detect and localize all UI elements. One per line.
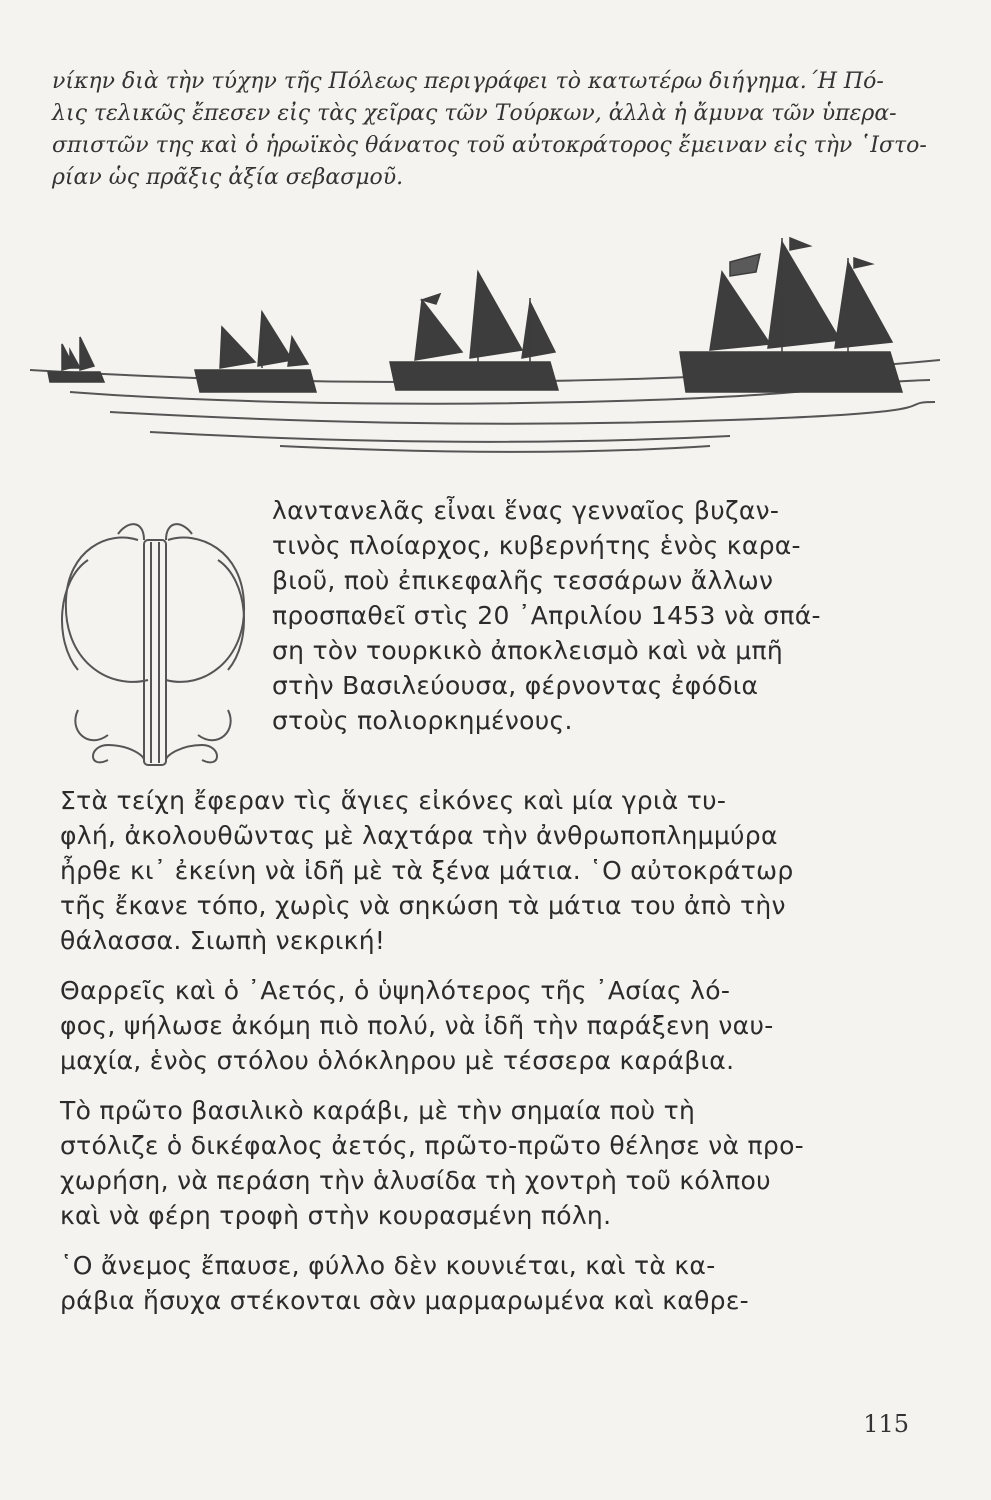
ship-1: [48, 337, 104, 382]
text-line: Θαρρεῖς καὶ ὁ ᾿Αετός, ὁ ὑψηλότερος τῆς ᾿Ασίας λό-: [60, 976, 731, 1005]
paragraph: [60, 1248, 912, 1318]
ships-illustration: [30, 232, 940, 462]
text-line: Τὸ πρῶτο βασιλικὸ καράβι, μὲ τὴν σημαία ποὺ τὴ: [60, 1096, 696, 1125]
text-line: τῆς ἔκανε τόπο, χωρὶς νὰ σηκώση τὰ μάτια του ἀπὸ τὴν: [60, 891, 786, 920]
text-line: μαχία, ἑνὸς στόλου ὁλόκληρου μὲ τέσσερα καράβια.: [60, 1046, 735, 1075]
ship-2: [195, 312, 316, 392]
paragraph: [60, 973, 912, 1078]
intro-line: νίκην διὰ τὴν τύχην τῆς Πόλεως περιγράφει τὸ κατωτέρω διήγημα.΄Η Πό-: [52, 69, 884, 94]
text-line: προσπαθεῖ στὶς 20 ᾿Απριλίου 1453 νὰ σπά-: [272, 601, 821, 630]
text-line: φος, ψήλωσε ἀκόμη πιὸ πολύ, νὰ ἰδῆ τὴν παράξενη ναυ-: [60, 1011, 774, 1040]
text-line: ῾Ο ἄνεμος ἔπαυσε, φύλλο δὲν κουνιέται, καὶ τὰ κα-: [60, 1251, 716, 1280]
page-number: 115: [863, 1410, 909, 1438]
text-line: φλή, ἀκολουθῶντας μὲ λαχτάρα τὴν ἀνθρωποπλημμύρα: [60, 821, 778, 850]
text-line: ράβια ἥσυχα στέκονται σὰν μαρμαρωμένα καὶ καθρε-: [60, 1286, 749, 1315]
ornamental-dropcap-icon: [48, 520, 258, 785]
intro-italic-text: [52, 66, 927, 194]
text-line: ἦρθε κι᾿ ἐκείνη νὰ ἰδῆ μὲ τὰ ξένα μάτια. ῾Ο αὐτοκράτωρ: [60, 856, 794, 885]
intro-line: σπιστῶν της καὶ ὁ ἡρωϊκὸς θάνατος τοῦ αὐτοκράτορος ἔμειναν εἰς τὴν ῾Ιστο-: [52, 133, 927, 158]
text-line: ση τὸν τουρκικὸ ἀποκλεισμὸ καὶ νὰ μπῆ: [272, 636, 783, 665]
intro-line: λις τελικῶς ἔπεσεν εἰς τὰς χεῖρας τῶν Τούρκων, ἀλλὰ ἡ ἄμυνα τῶν ὑπερα-: [52, 101, 897, 126]
text-line: τινὸς πλοίαρχος, κυβερνήτης ἑνὸς καρα-: [272, 531, 801, 560]
opening-paragraph: [272, 493, 912, 738]
text-line: βιοῦ, ποὺ ἐπικεφαλῆς τεσσάρων ἄλλων: [272, 566, 774, 595]
ship-4: [680, 238, 902, 392]
ship-3: [390, 272, 558, 390]
text-line: Στὰ τείχη ἔφεραν τὶς ἅγιες εἰκόνες καὶ μία γριὰ τυ-: [60, 786, 727, 815]
text-line: θάλασσα. Σιωπὴ νεκρική!: [60, 926, 386, 955]
intro-line: ρίαν ὡς πρᾶξις ἀξία σεβασμοῦ.: [52, 165, 404, 190]
paragraph: [60, 783, 912, 958]
text-line: λαντανελᾶς εἶναι ἕνας γενναῖος βυζαν-: [272, 496, 780, 525]
text-line: καὶ νὰ φέρη τροφὴ στὴν κουρασμένη πόλη.: [60, 1201, 612, 1230]
text-line: στοὺς πολιορκημένους.: [272, 706, 573, 735]
text-line: στὴν Βασιλεύουσα, φέρνοντας ἐφόδια: [272, 671, 759, 700]
text-line: στόλιζε ὁ δικέφαλος ἀετός, πρῶτο-πρῶτο θέλησε νὰ προ-: [60, 1131, 804, 1160]
text-line: χωρήση, νὰ περάση τὴν ἁλυσίδα τὴ χοντρὴ τοῦ κόλπου: [60, 1166, 771, 1195]
body-paragraphs: [60, 783, 912, 1318]
paragraph: [60, 1093, 912, 1233]
